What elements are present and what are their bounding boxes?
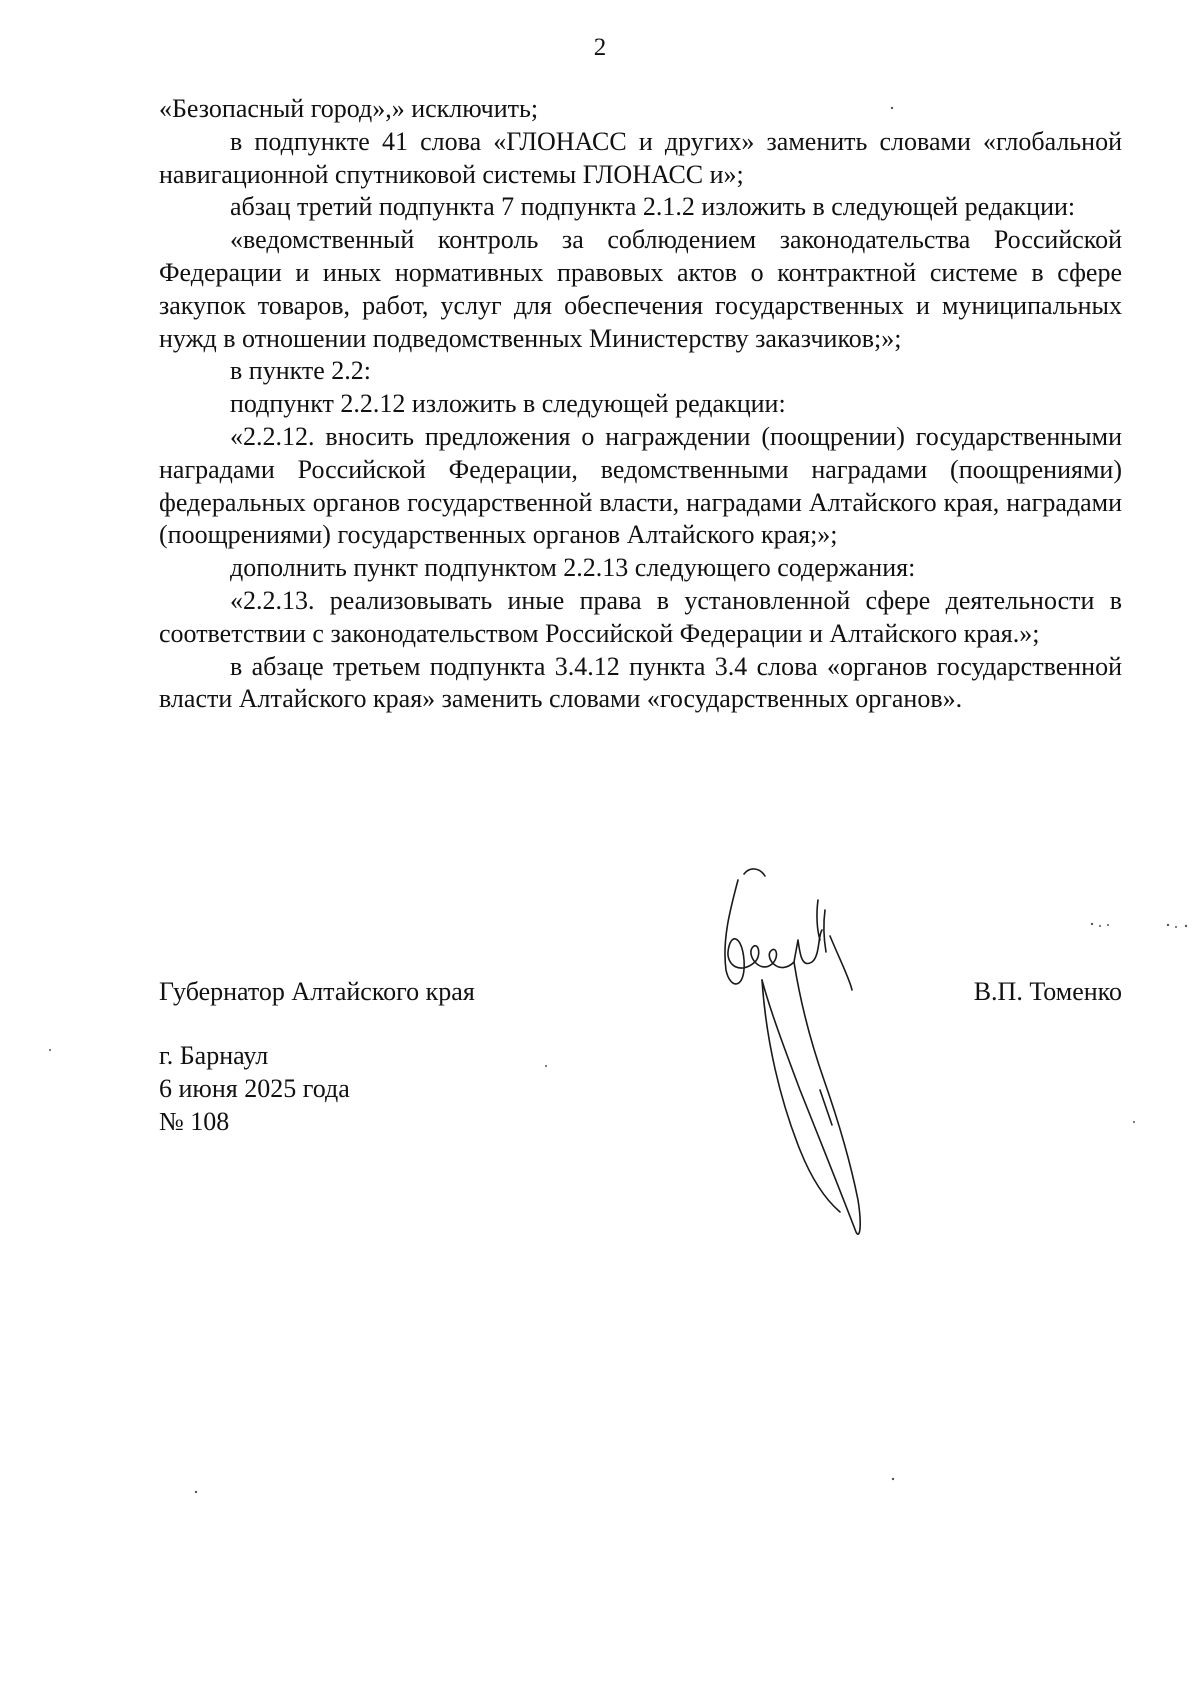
footer-city: г. Барнаул [159,1041,269,1070]
footer-date: 6 июня 2025 года [159,1074,350,1103]
paragraph: в подпункте 41 слова «ГЛОНАСС и других» заменить словами «глобальной навигационной спутниковой системы ГЛОНАСС и»; [159,126,1122,189]
signatory-position: Губернатор Алтайского края [159,977,475,1006]
paragraph: подпункт 2.2.12 изложить в следующей редакции: [230,389,786,419]
paragraph: «ведомственный контроль за соблюдением законодательства Российской Федерации и иных нормативных правовых актов о контрактной системе в сфере закупок товаров, работ, услуг для обеспечения государственных и муниципальных нужд в отношении подведомственных Министерству заказчиков;»; [159,225,1122,353]
paragraph: «2.2.12. вносить предложения о награждении (поощрении) государственными наградами Российской Федерации, ведомственными наградами (поощрениями) федеральных органов государственной власти, наградами Алтайского края, наградами (поощрениями) государственных органов Алтайского края;»; [159,421,1122,550]
paragraph: «2.2.13. реализовывать иные права в установленной сфере деятельности в соответствии с законодательством Российской Федерации и Алтайского края.»; [159,585,1122,648]
signatory-name: В.П. Томенко [973,977,1122,1006]
paragraph: дополнить пункт подпунктом 2.2.13 следующего содержания: [230,553,916,583]
handwritten-signature [700,840,930,1280]
paragraph: в пункте 2.2: [230,356,372,386]
page-number: 2 [593,34,607,61]
footer-number: № 108 [159,1107,230,1136]
document-footer [159,1039,350,1138]
paragraph: в абзаце третьем подпункта 3.4.12 пункта 3.4 слова «органов государственной власти Алтайского края» заменить словами «государственных органов». [159,651,1122,714]
document-body [159,93,1122,716]
paragraph: «Безопасный город»,» исключить; [159,94,539,123]
paragraph: абзац третий подпункта 7 подпункта 2.1.2 изложить в следующей редакции: [230,192,1076,222]
